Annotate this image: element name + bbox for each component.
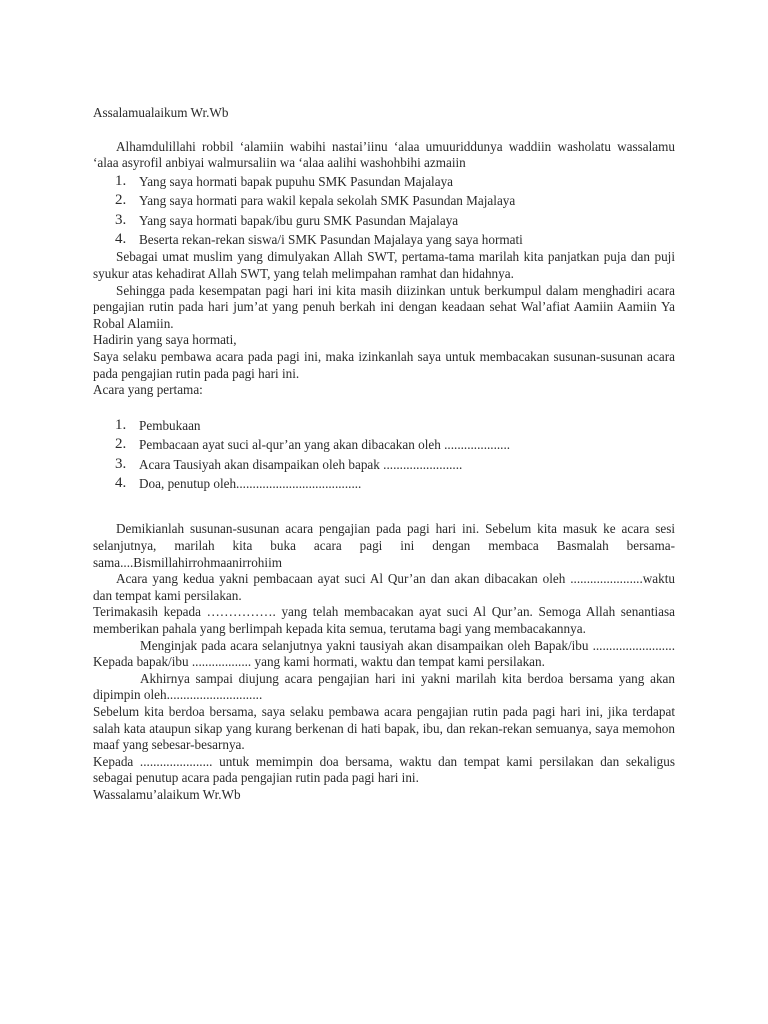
final-agenda-paragraph: Akhirnya sampai diujung acara pengajian hari ini yakni marilah kita berdoa bersama yang akan dipimpin oleh.............................: [93, 670, 675, 703]
gratitude-paragraph: Sebagai umat muslim yang dimulyakan Allah SWT, pertama-tama marilah kita panjatkan puja dan puji syukur atas kehadirat Allah SWT, yang telah melimpahan ramhat dan hidahnya.: [93, 249, 675, 281]
honored-guests-list: [93, 172, 675, 250]
opening-prayer: Alhamdulillahi robbil ‘alamiin wabihi nastai’iinu ‘alaa umuuriddunya waddiin washolatu wassalamu ‘alaa asyrofil anbiyai walmursaliin wa ‘alaa aalihi washohbihi azmaiin: [93, 138, 675, 171]
list-item: 4. Beserta rekan-rekan siswa/i SMK Pasundan Majalaya yang saya hormati: [115, 231, 523, 247]
basmalah-paragraph: Demikianlah susunan-susunan acara pengajian pada pagi hari ini. Sebelum kita masuk ke acara sesi selanjutnya, marilah kita buka acara pagi ini dengan membaca Basmalah bersama-sama....Bismillahirrohmaanirrohiim: [93, 521, 675, 570]
gathering-paragraph: Sehingga pada kesempatan pagi hari ini kita masih diizinkan untuk berkumpul dalam menghadiri acara pengajian rutin pada hari jum’at yang penuh berkah ini dengan keadaan sehat Wal’afiat Aamiin Aamiin Ya Robal Alamiin.: [93, 282, 675, 331]
first-agenda-label: Acara yang pertama:: [93, 382, 203, 398]
agenda-list: [93, 416, 675, 494]
list-item: 4. Doa, penutup oleh......................................: [115, 474, 362, 491]
thanks-paragraph: Terimakasih kepada ……………. yang telah membacakan ayat suci Al Qur’an. Semoga Allah senantiasa memberikan pahala yang berlimpah kepada kita semua, terutama bagi yang membacakannya.: [93, 604, 675, 636]
spacer: [93, 399, 675, 416]
spacer: [93, 493, 675, 521]
list-item: 1. Pembukaan: [115, 416, 201, 433]
apology-paragraph: Sebelum kita berdoa bersama, saya selaku pembawa acara pengajian rutin pada pagi hari ini, jika terdapat salah kata ataupun sikap yang kurang berkenan di hati bapak, ibu, dan rekan-rekan semuanya, saya memohon maaf yang sebesar-besarnya.: [93, 703, 675, 753]
intro-paragraph: Saya selaku pembawa acara pada pagi ini, maka izinkanlah saya untuk membacakan susunan-susunan acara pada pengajian rutin pada pagi hari ini.: [93, 348, 675, 381]
list-item: 3. Yang saya hormati bapak/ibu guru SMK Pasundan Majalaya: [115, 211, 459, 228]
closing-greeting: Wassalamu’alaikum Wr.Wb: [93, 786, 241, 802]
list-item: 3. Acara Tausiyah akan disampaikan oleh bapak ........................: [115, 455, 463, 472]
opening-greeting: Assalamualaikum Wr.Wb: [93, 105, 229, 120]
spacer: [93, 122, 675, 139]
doa-paragraph: Kepada ...................... untuk memimpin doa bersama, waktu dan tempat kami persilakan dan sekaligus sebagai penutup acara pada pengajian rutin pada pagi hari ini.: [93, 753, 675, 786]
list-item: 1. Yang saya hormati bapak pupuhu SMK Pasundan Majalaya: [115, 172, 454, 189]
document-page: [93, 105, 675, 803]
audience-address: Hadirin yang saya hormati,: [93, 332, 237, 348]
list-item: 2. Pembacaan ayat suci al-qur’an yang akan dibacakan oleh ....................: [115, 436, 511, 453]
tausiyah-paragraph: Menginjak pada acara selanjutnya yakni tausiyah akan disampaikan oleh Bapak/ibu ......................... Kepada bapak/ibu .................. yang kami hormati, waktu dan tempat kami persilakan.: [93, 637, 675, 670]
second-agenda-paragraph: Acara yang kedua yakni pembacaan ayat suci Al Qur’an dan akan dibacakan oleh ......................waktu dan tempat kami persilakan.: [93, 571, 675, 603]
list-item: 2. Yang saya hormati para wakil kepala sekolah SMK Pasundan Majalaya: [115, 192, 516, 209]
